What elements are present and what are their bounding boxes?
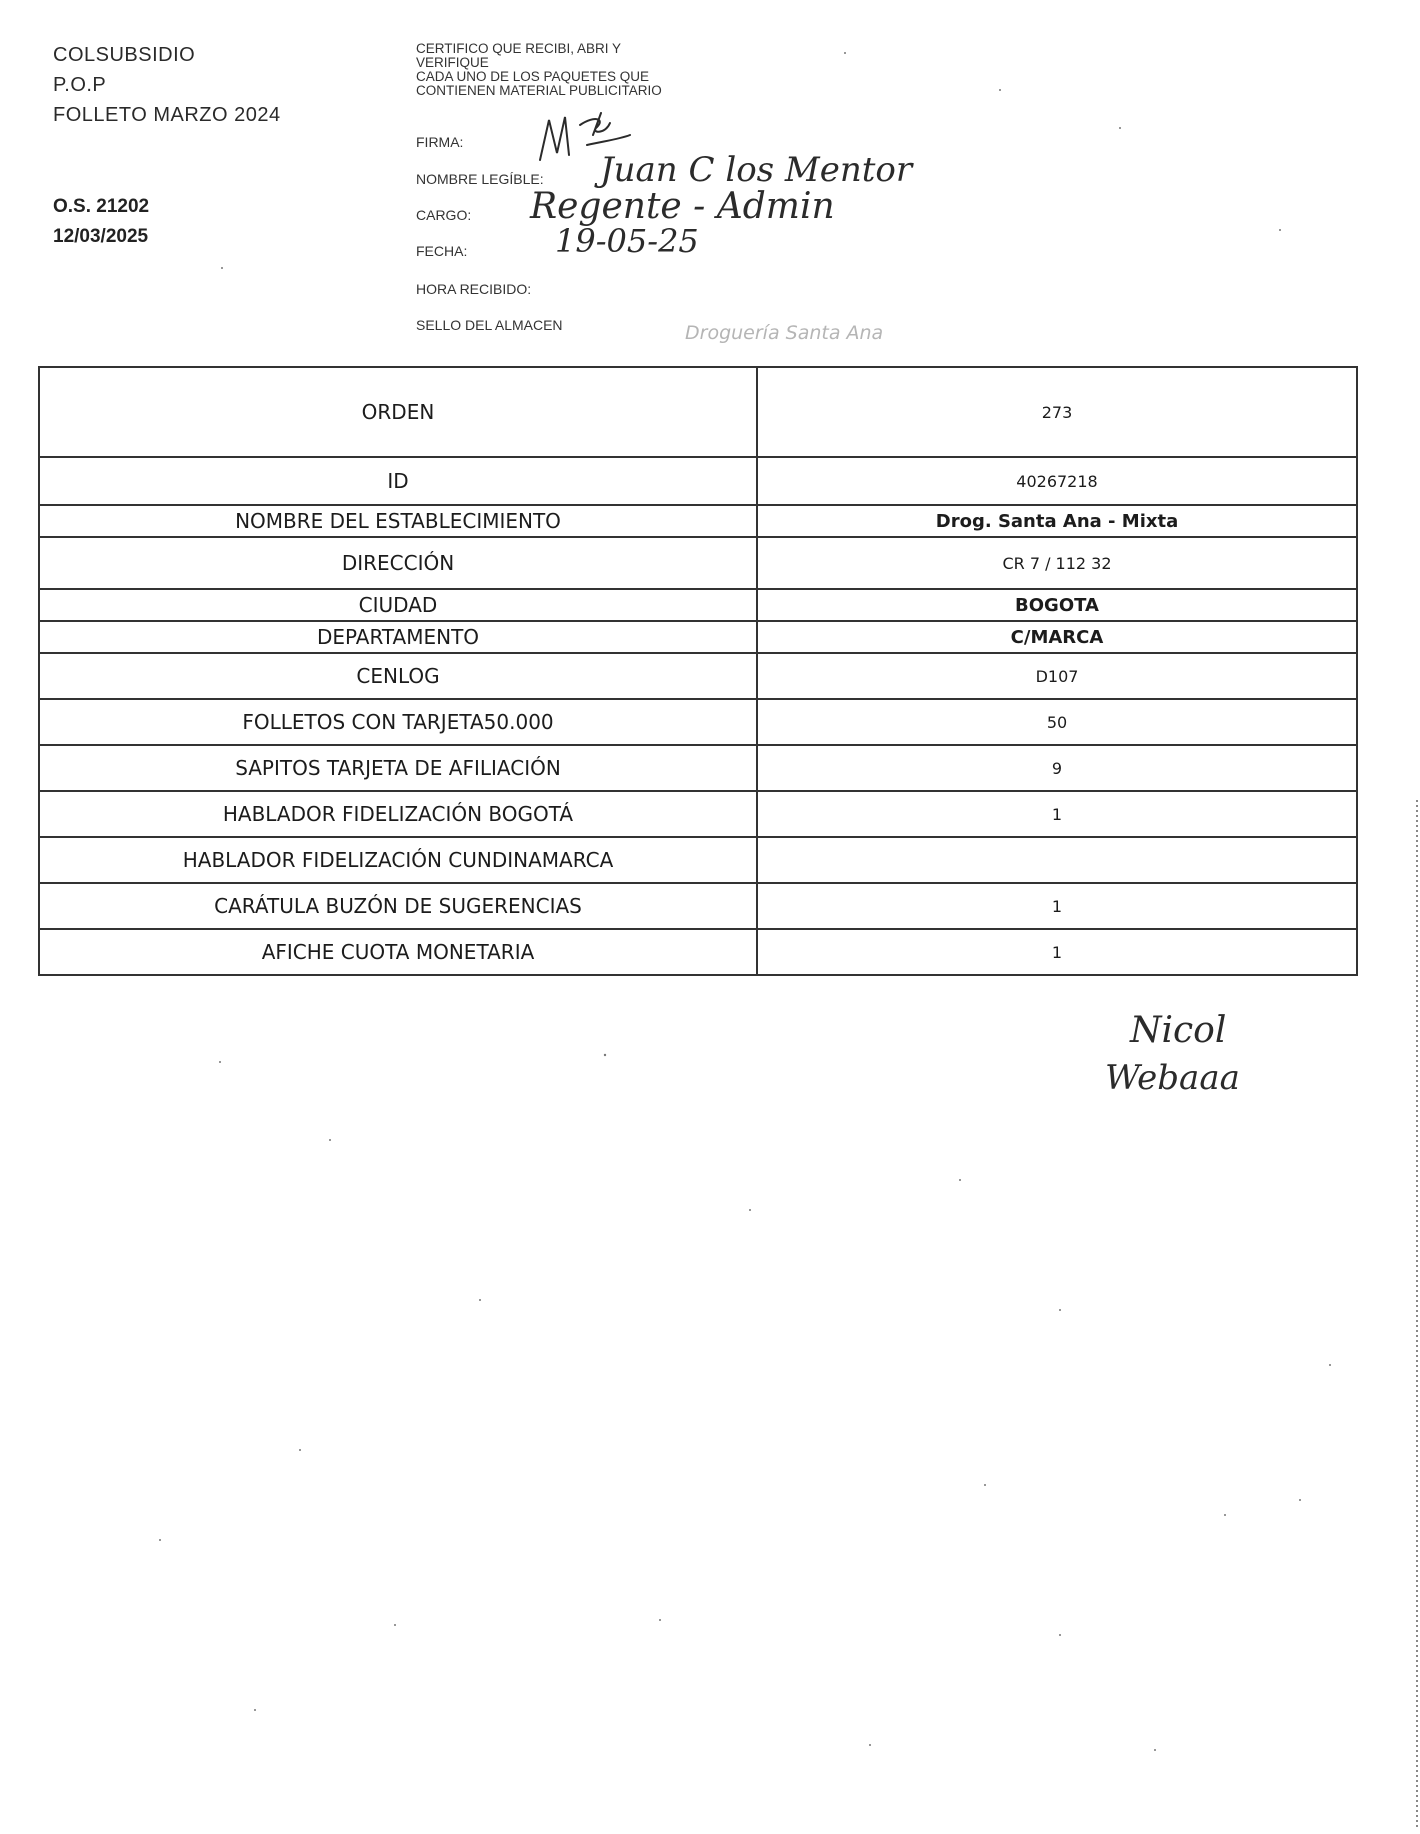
row-value: 1 bbox=[757, 929, 1357, 975]
folleto-label: FOLLETO MARZO 2024 bbox=[53, 104, 281, 126]
row-value: Drog. Santa Ana - Mixta bbox=[757, 505, 1357, 537]
row-label: DEPARTAMENTO bbox=[39, 621, 757, 653]
handwritten-note-line1: Nicol bbox=[1130, 1010, 1227, 1051]
handwritten-cargo: Regente - Admin bbox=[530, 186, 835, 227]
row-label: SAPITOS TARJETA DE AFILIACIÓN bbox=[39, 745, 757, 791]
row-label: HABLADOR FIDELIZACIÓN CUNDINAMARCA bbox=[39, 837, 757, 883]
row-label: NOMBRE DEL ESTABLECIMIENTO bbox=[39, 505, 757, 537]
row-value: BOGOTA bbox=[757, 589, 1357, 621]
row-value: 1 bbox=[757, 883, 1357, 929]
row-label: HABLADOR FIDELIZACIÓN BOGOTÁ bbox=[39, 791, 757, 837]
row-value: 1 bbox=[757, 791, 1357, 837]
handwritten-fecha: 19-05-25 bbox=[555, 222, 699, 260]
cert-line-1: CERTIFICO QUE RECIBI, ABRI Y bbox=[416, 41, 622, 56]
nombre-label: NOMBRE LEGÍBLE: bbox=[416, 171, 544, 187]
store-stamp: Droguería Santa Ana bbox=[685, 322, 884, 344]
row-value: 40267218 bbox=[757, 457, 1357, 505]
row-value: 9 bbox=[757, 745, 1357, 791]
row-label: CIUDAD bbox=[39, 589, 757, 621]
row-value: C/MARCA bbox=[757, 621, 1357, 653]
row-value: 273 bbox=[757, 367, 1357, 457]
scan-edge bbox=[1416, 800, 1418, 1830]
pop-label: P.O.P bbox=[53, 74, 107, 96]
row-label: FOLLETOS CON TARJETA50.000 bbox=[39, 699, 757, 745]
cert-line-3: CADA UNO DE LOS PAQUETES QUE bbox=[416, 69, 650, 84]
handwritten-note-line2: Webaaa bbox=[1105, 1058, 1240, 1098]
cargo-label: CARGO: bbox=[416, 207, 472, 223]
fecha-label: FECHA: bbox=[416, 243, 468, 259]
hora-label: HORA RECIBIDO: bbox=[416, 281, 532, 297]
row-label: CENLOG bbox=[39, 653, 757, 699]
row-value: CR 7 / 112 32 bbox=[757, 537, 1357, 589]
os-number: O.S. 21202 bbox=[53, 196, 150, 217]
row-value: D107 bbox=[757, 653, 1357, 699]
cert-line-4: CONTIENEN MATERIAL PUBLICITARIO bbox=[416, 83, 662, 98]
cert-line-2: VERIFIQUE bbox=[416, 55, 489, 70]
row-label: AFICHE CUOTA MONETARIA bbox=[39, 929, 757, 975]
company-name: COLSUBSIDIO bbox=[53, 44, 196, 66]
firma-label: FIRMA: bbox=[416, 134, 464, 150]
handwritten-name: Juan C los Mentor bbox=[600, 150, 913, 190]
sello-label: SELLO DEL ALMACEN bbox=[416, 317, 563, 333]
row-label: CARÁTULA BUZÓN DE SUGERENCIAS bbox=[39, 883, 757, 929]
order-date: 12/03/2025 bbox=[53, 226, 149, 247]
row-label: DIRECCIÓN bbox=[39, 537, 757, 589]
row-label: ID bbox=[39, 457, 757, 505]
row-value: 50 bbox=[757, 699, 1357, 745]
row-label: ORDEN bbox=[39, 367, 757, 457]
